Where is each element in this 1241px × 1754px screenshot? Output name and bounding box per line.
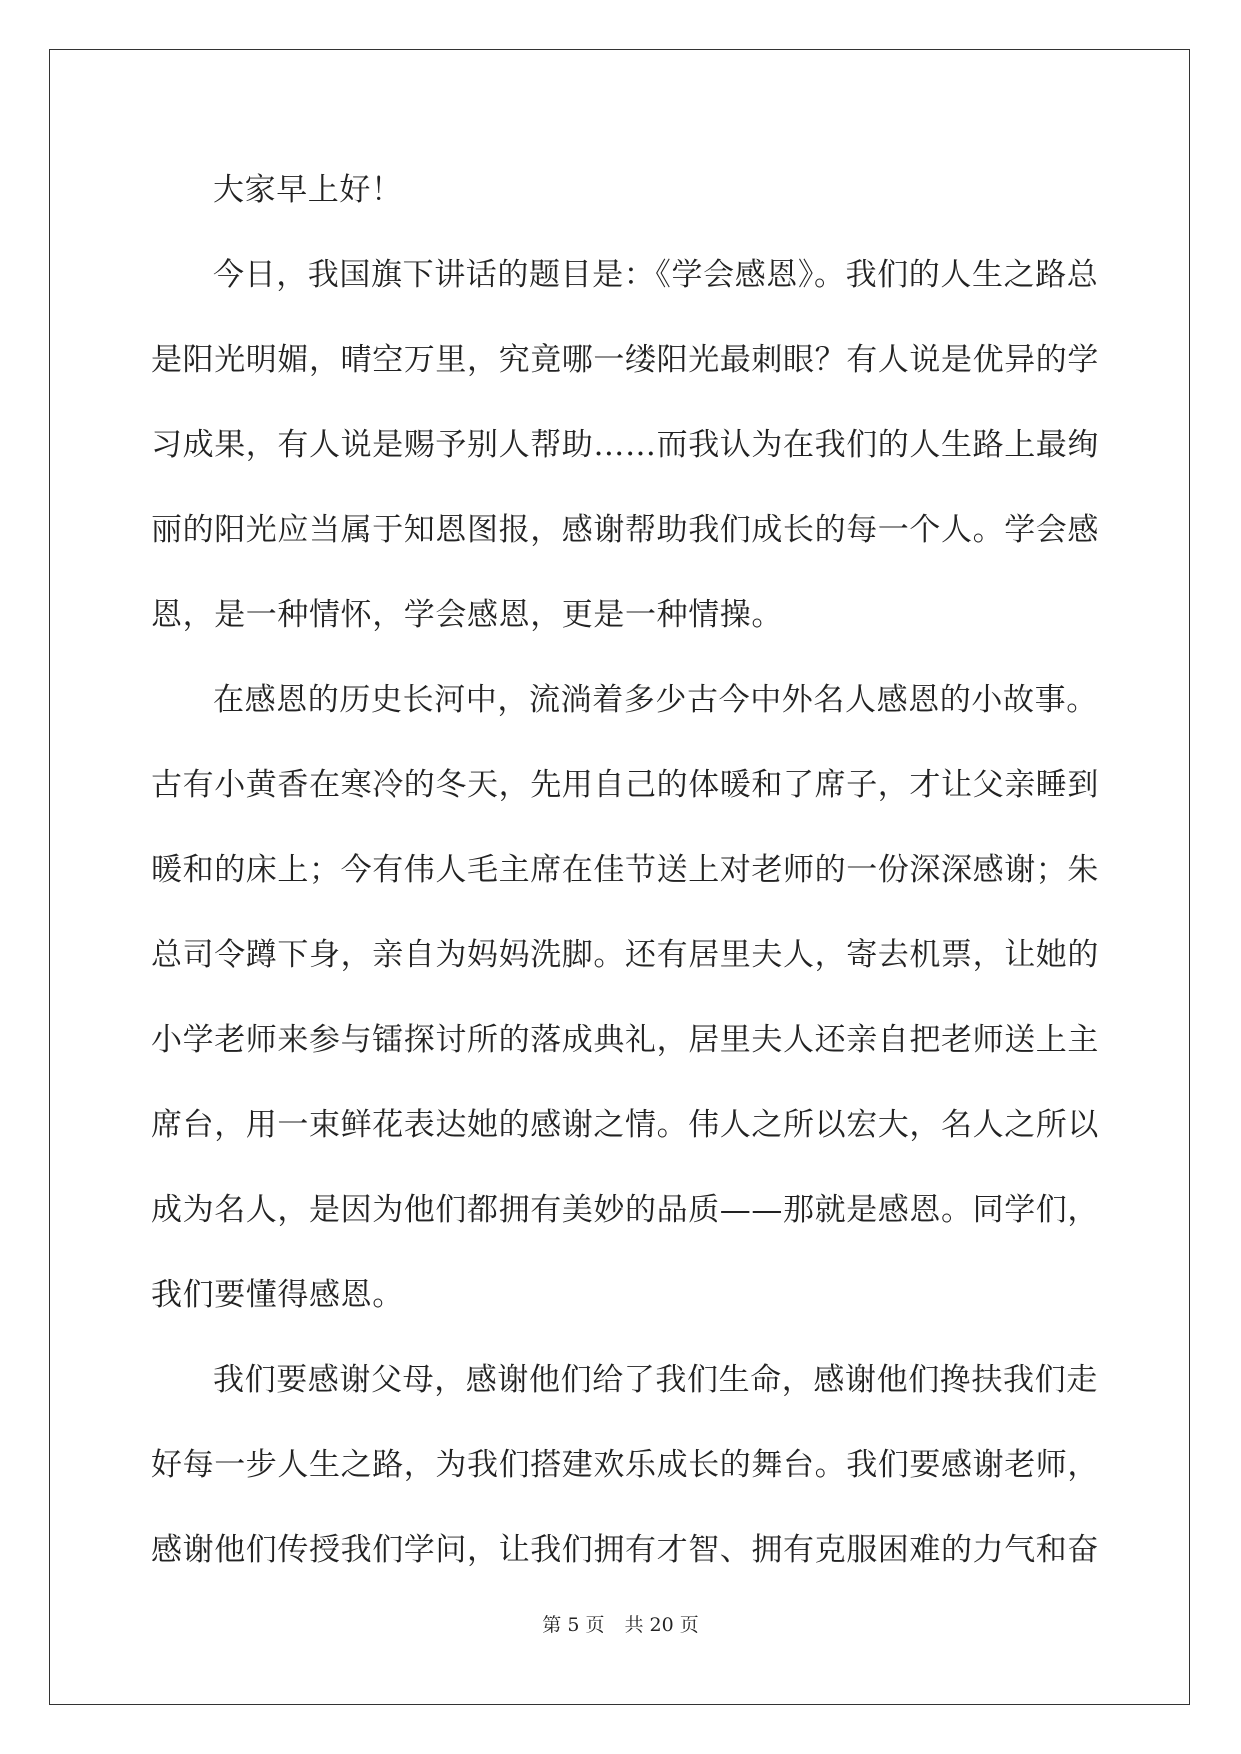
text-line: 是阳光明媚，晴空万里，究竟哪一缕阳光最刺眼？有人说是优异的学	[151, 342, 1099, 378]
text-line: 丽的阳光应当属于知恩图报，感谢帮助我们成长的每一个人。学会感	[151, 512, 1099, 548]
text-line: 习成果，有人说是赐予别人帮助……而我认为在我们的人生路上最绚	[151, 427, 1099, 463]
document-body	[151, 160, 1099, 1605]
text-line: 席台，用一束鲜花表达她的感谢之情。伟人之所以宏大，名人之所以	[151, 1107, 1099, 1143]
text-line: 我们要感谢父母，感谢他们给了我们生命，感谢他们搀扶我们走	[213, 1362, 1098, 1398]
page-number: 第 5 页	[542, 1614, 605, 1636]
text-line: 今日，我国旗下讲话的题目是：《学会感恩》。我们的人生之路总	[213, 257, 1099, 293]
text-line: 古有小黄香在寒冷的冬天，先用自己的体暖和了席子，才让父亲睡到	[151, 767, 1099, 803]
text-line: 成为名人，是因为他们都拥有美妙的品质——那就是感恩。同学们，	[151, 1192, 1099, 1228]
text-line: 我们要懂得感恩。	[151, 1277, 404, 1313]
text-line: 小学老师来参与镭探讨所的落成典礼，居里夫人还亲自把老师送上主	[151, 1022, 1099, 1058]
page-total: 共 20 页	[624, 1614, 699, 1636]
text-line: 在感恩的历史长河中，流淌着多少古今中外名人感恩的小故事。	[213, 682, 1098, 718]
text-line: 好每一步人生之路，为我们搭建欢乐成长的舞台。我们要感谢老师，	[151, 1447, 1099, 1483]
page-footer	[0, 1610, 1241, 1637]
text-line: 总司令蹲下身，亲自为妈妈洗脚。还有居里夫人，寄去机票，让她的	[151, 937, 1099, 973]
text-line: 大家早上好！	[213, 172, 403, 208]
text-line: 恩，是一种情怀，学会感恩，更是一种情操。	[151, 597, 783, 633]
text-line: 暖和的床上；今有伟人毛主席在佳节送上对老师的一份深深感谢；朱	[151, 852, 1099, 888]
text-line: 感谢他们传授我们学问，让我们拥有才智、拥有克服困难的力气和奋	[151, 1532, 1099, 1568]
